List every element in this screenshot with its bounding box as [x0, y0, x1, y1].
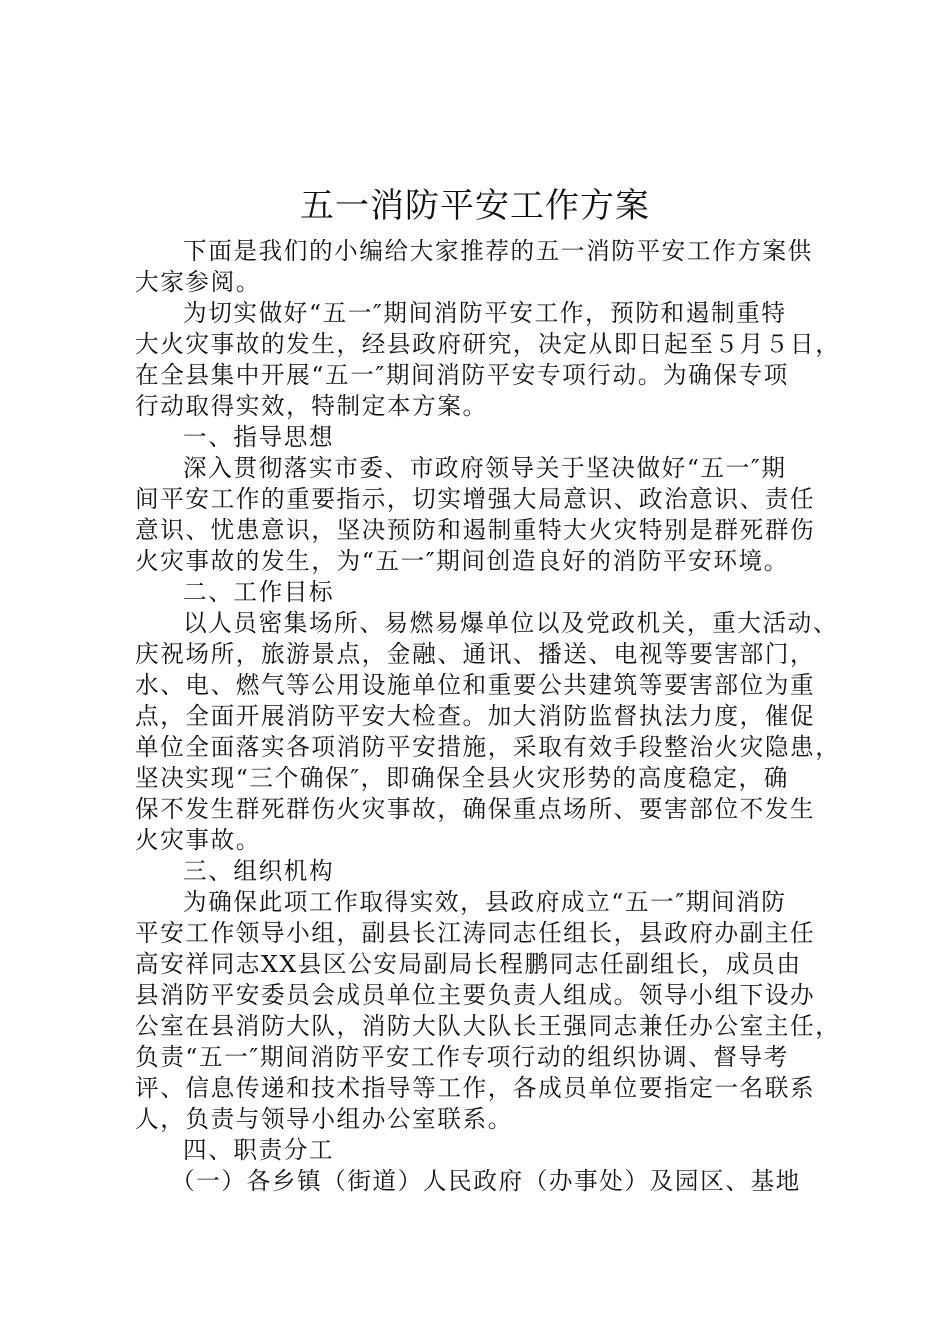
paragraph-line: 为确保此项工作取得实效，县政府成立“五一″期间消防 — [183, 888, 787, 916]
paragraph-line: 以人员密集场所、易燃易爆单位以及党政机关，重大活动、 — [183, 609, 839, 637]
section-heading: 四、职责分工 — [183, 1136, 335, 1164]
paragraph-line: 单位全面落实各项消防平安措施，采取有效手段整治火灾隐患， — [135, 733, 841, 761]
paragraph-line: 深入贯彻落实市委、市政府领导关于坚决做好“五一″期 — [183, 454, 787, 482]
paragraph-line: 人，负责与领导小组办公室联系。 — [135, 1105, 513, 1133]
paragraph-line: 负责“五一″期间消防平安工作专项行动的组织协调、督导考 — [135, 1043, 789, 1071]
document-title: 五一消防平安工作方案 — [300, 186, 650, 226]
section-heading: 一、指导思想 — [183, 423, 335, 451]
paragraph-line: 大火灾事故的发生，经县政府研究，决定从即日起至５月５日， — [135, 330, 841, 358]
subsection-heading: （一）各乡镇（街道）人民政府（办事处）及园区、基地 — [171, 1167, 801, 1195]
paragraph-line: 为切实做好“五一″期间消防平安工作，预防和遏制重特 — [183, 299, 787, 327]
paragraph-line: 在全县集中开展“五一″期间消防平安专项行动。为确保专项 — [135, 361, 789, 389]
paragraph-line: 下面是我们的小编给大家推荐的五一消防平安工作方案供 — [183, 237, 813, 265]
paragraph-line: 行动取得实效，特制定本方案。 — [135, 392, 488, 420]
paragraph-line: 庆祝场所，旅游景点，金融、通讯、播送、电视等要害部门， — [135, 640, 816, 668]
paragraph-line: 点，全面开展消防平安大检查。加大消防监督执法力度，催促 — [135, 702, 816, 730]
paragraph-line: 间平安工作的重要指示，切实增强大局意识、政治意识、责任 — [135, 485, 816, 513]
paragraph-line: 县消防平安委员会成员单位主要负责人组成。领导小组下设办 — [135, 981, 816, 1009]
section-heading: 三、组织机构 — [183, 857, 335, 885]
paragraph-line: 保不发生群死群伤火灾事故，确保重点场所、要害部位不发生 — [135, 795, 816, 823]
paragraph-line: 平安工作领导小组，副县长江涛同志任组长，县政府办副主任 — [135, 919, 816, 947]
paragraph-line: 水、电、燃气等公用设施单位和重要公共建筑等要害部位为重 — [135, 671, 816, 699]
paragraph-line: 评、信息传递和技术指导等工作，各成员单位要指定一名联系 — [135, 1074, 816, 1102]
section-heading: 二、工作目标 — [183, 578, 335, 606]
paragraph-line: 火灾事故的发生，为“五一″期间创造良好的消防平安环境。 — [135, 547, 789, 575]
paragraph-line: 火灾事故。 — [135, 826, 261, 854]
paragraph-line: 高安祥同志XX县区公安局副局长程鹏同志任副组长，成员由 — [135, 950, 802, 978]
paragraph-line: 大家参阅。 — [135, 268, 261, 296]
paragraph-line: 坚决实现“三个确保″，即确保全县火灾形势的高度稳定，确 — [135, 764, 789, 792]
paragraph-line: 意识、忧患意识，坚决预防和遏制重特大火灾特别是群死群伤 — [135, 516, 816, 544]
paragraph-line: 公室在县消防大队，消防大队大队长王强同志兼任办公室主任， — [135, 1012, 841, 1040]
document-body — [135, 236, 841, 1197]
